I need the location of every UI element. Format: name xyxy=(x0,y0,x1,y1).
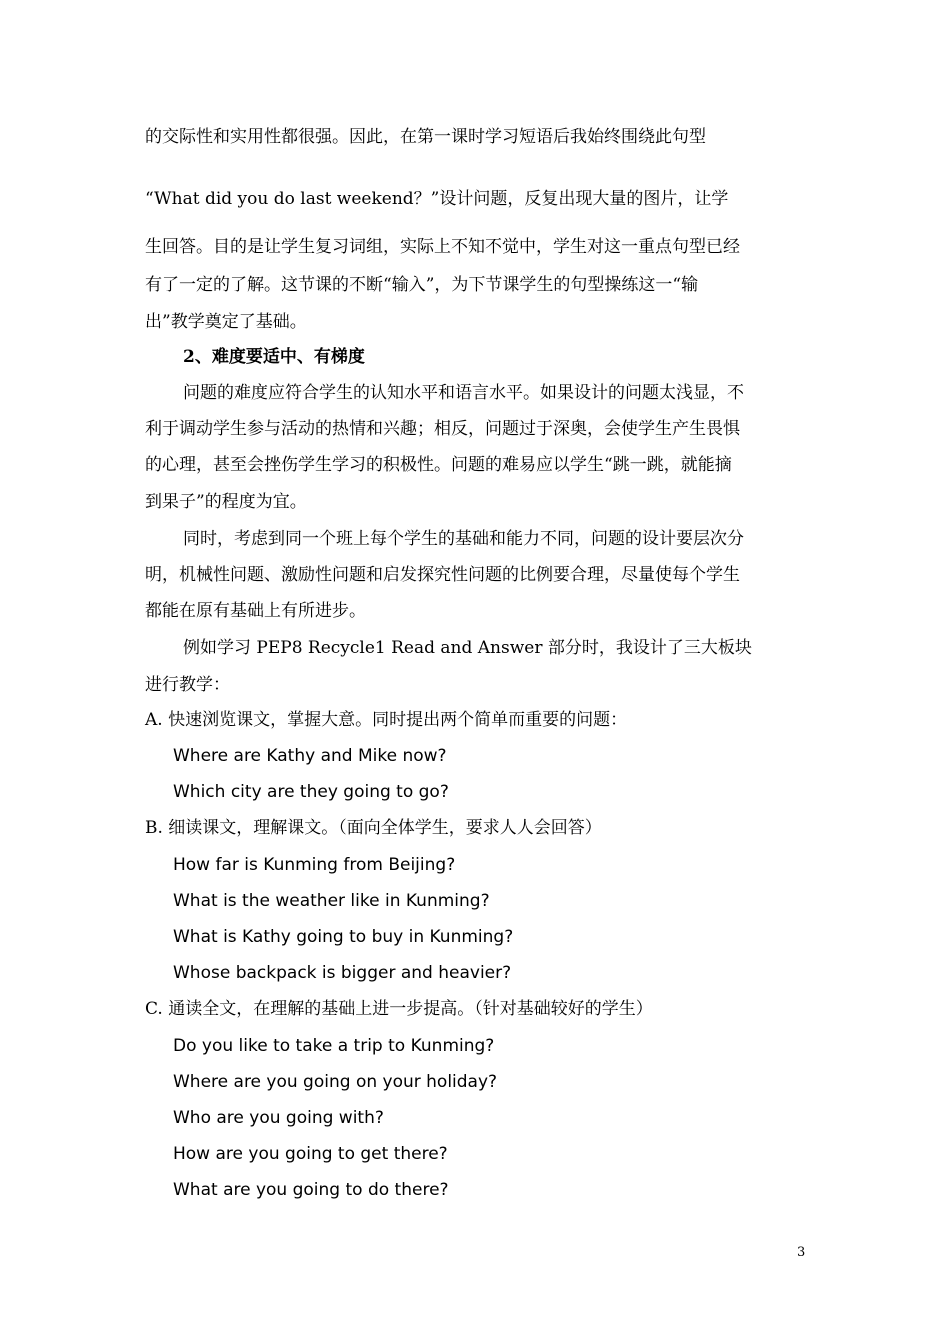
question-line: Do you like to take a trip to Kunming? xyxy=(173,1036,495,1056)
question-line: Whose backpack is bigger and heavier? xyxy=(173,963,512,983)
question-line: What are you going to do there? xyxy=(173,1180,449,1200)
body-text-line: 到果子”的程度为宜。 xyxy=(145,492,307,512)
body-text-line: 利于调动学生参与活动的热情和兴趣；相反，问题过于深奥，会使学生产生畏惧 xyxy=(145,419,740,439)
question-line: Who are you going with? xyxy=(173,1108,384,1128)
question-line: How far is Kunming from Beijing? xyxy=(173,855,456,875)
question-line: What is the weather like in Kunming? xyxy=(173,891,490,911)
body-text-line: 例如学习 PEP8 Recycle1 Read and Answer 部分时，我设计了三大板块 xyxy=(183,638,752,658)
question-line: What is Kathy going to buy in Kunming? xyxy=(173,927,514,947)
question-line: Where are you going on your holiday? xyxy=(173,1072,498,1092)
body-text-line: 有了一定的了解。这节课的不断“输入”，为下节课学生的句型操练这一“输 xyxy=(145,275,699,295)
body-text-line: 明，机械性问题、激励性问题和启发探究性问题的比例要合理，尽量使每个学生 xyxy=(145,565,740,585)
question-line: Which city are they going to go? xyxy=(173,782,449,802)
list-item-a: A. 快速浏览课文，掌握大意。同时提出两个简单而重要的问题： xyxy=(145,710,628,730)
question-line: How are you going to get there? xyxy=(173,1144,448,1164)
body-text-line: 的交际性和实用性都很强。因此，在第一课时学习短语后我始终围绕此句型 xyxy=(145,127,706,147)
question-line: Where are Kathy and Mike now? xyxy=(173,746,447,766)
list-item-c: C. 通读全文，在理解的基础上进一步提高。（针对基础较好的学生） xyxy=(145,999,653,1019)
section-heading: 2、难度要适中、有梯度 xyxy=(183,347,365,367)
body-text-line: 问题的难度应符合学生的认知水平和语言水平。如果设计的问题太浅显，不 xyxy=(183,383,744,403)
body-text-line: 进行教学： xyxy=(145,675,230,695)
body-text-line: 都能在原有基础上有所进步。 xyxy=(145,601,366,621)
list-item-b: B. 细读课文，理解课文。（面向全体学生，要求人人会回答） xyxy=(145,818,602,838)
body-text-line: 同时，考虑到同一个班上每个学生的基础和能力不同，问题的设计要层次分 xyxy=(183,529,744,549)
body-text-line: 的心理，甚至会挫伤学生学习的积极性。问题的难易应以学生“跳一跳，就能摘 xyxy=(145,455,732,475)
page-number: 3 xyxy=(797,1245,806,1260)
body-text-line: 生回答。目的是让学生复习词组，实际上不知不觉中，学生对这一重点句型已经 xyxy=(145,237,740,257)
body-text-line: “What did you do last weekend？”设计问题，反复出现大量的图片，让学 xyxy=(145,189,729,209)
body-text-line: 出”教学奠定了基础。 xyxy=(145,312,307,332)
